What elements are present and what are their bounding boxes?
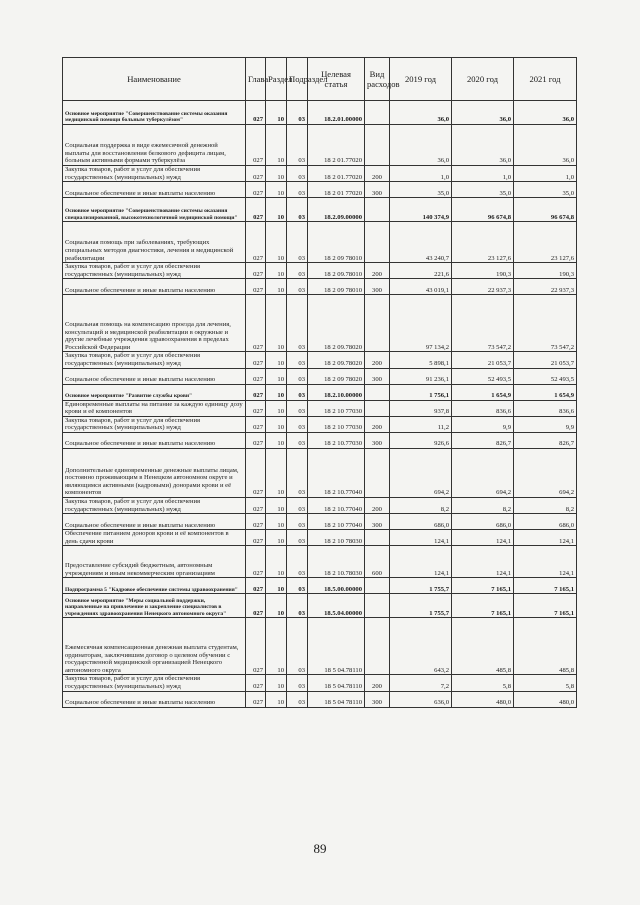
table-cell-razdel: 10	[266, 675, 287, 691]
table-cell-vid: 300	[365, 432, 390, 448]
table-cell-2021: 22 937,3	[514, 279, 577, 295]
table-cell-2021: 124,1	[514, 530, 577, 546]
table-cell-glava: 027	[246, 578, 266, 594]
header-razdel: Раздел	[266, 58, 287, 101]
table-cell-vid: 200	[365, 352, 390, 368]
table-row	[63, 352, 577, 368]
table-cell-2020: 124,1	[452, 530, 514, 546]
table-cell-razdel: 10	[266, 125, 287, 166]
table-cell-name: Основное мероприятие "Совершенствование системы оказания медицинской помощи больным туберкулёзом"	[63, 101, 246, 125]
header-glava: Глава	[246, 58, 266, 101]
table-cell-2020: 124,1	[452, 546, 514, 578]
table-cell-2020: 36,0	[452, 101, 514, 125]
header-name: Наименование	[63, 58, 246, 101]
table-cell-glava: 027	[246, 384, 266, 400]
table-cell-2021: 1,0	[514, 166, 577, 182]
table-cell-podrazdel: 03	[287, 578, 308, 594]
table-cell-razdel: 10	[266, 101, 287, 125]
table-cell-razdel: 10	[266, 530, 287, 546]
table-cell-2021: 485,8	[514, 618, 577, 675]
table-cell-glava: 027	[246, 497, 266, 513]
table-cell-target: 18 2 10.77040	[308, 497, 365, 513]
table-cell-target: 18 2 09.78020	[308, 352, 365, 368]
table-cell-name: Закупка товаров, работ и услуг для обеспечения государственных (муниципальных) нужд	[63, 416, 246, 432]
table-cell-name: Социальное обеспечение и иные выплаты населению	[63, 514, 246, 530]
table-cell-podrazdel: 03	[287, 295, 308, 352]
table-cell-name: Закупка товаров, работ и услуг для обеспечения государственных (муниципальных) нужд	[63, 497, 246, 513]
table-cell-glava: 027	[246, 222, 266, 263]
table-cell-2021: 124,1	[514, 546, 577, 578]
table-cell-2019: 43 019,1	[390, 279, 452, 295]
table-cell-2021: 5,8	[514, 675, 577, 691]
table-cell-target: 18 2 10 77030	[308, 416, 365, 432]
table-cell-podrazdel: 03	[287, 263, 308, 279]
table-cell-vid	[365, 198, 390, 222]
table-cell-target: 18 5 04.78110	[308, 675, 365, 691]
table-cell-2019: 1 755,7	[390, 578, 452, 594]
table-cell-podrazdel: 03	[287, 530, 308, 546]
table-cell-vid: 600	[365, 546, 390, 578]
table-cell-glava: 027	[246, 166, 266, 182]
table-cell-glava: 027	[246, 279, 266, 295]
table-cell-2020: 686,0	[452, 514, 514, 530]
table-cell-2021: 686,0	[514, 514, 577, 530]
table-cell-2019: 8,2	[390, 497, 452, 513]
table-cell-vid	[365, 618, 390, 675]
table-cell-2020: 7 165,1	[452, 594, 514, 618]
table-cell-name: Предоставление субсидий бюджетным, автономным учреждениям и иным некоммерческим организациям	[63, 546, 246, 578]
table-cell-vid	[365, 578, 390, 594]
table-cell-2019: 140 374,9	[390, 198, 452, 222]
table-cell-vid: 300	[365, 691, 390, 707]
table-cell-2020: 1,0	[452, 166, 514, 182]
table-cell-razdel: 10	[266, 416, 287, 432]
table-cell-razdel: 10	[266, 497, 287, 513]
table-cell-podrazdel: 03	[287, 222, 308, 263]
table-cell-razdel: 10	[266, 432, 287, 448]
table-cell-name: Закупка товаров, работ и услуг для обеспечения государственных (муниципальных) нужд	[63, 675, 246, 691]
table-cell-glava: 027	[246, 691, 266, 707]
table-cell-2021: 1 654,9	[514, 384, 577, 400]
table-cell-vid	[365, 530, 390, 546]
table-cell-glava: 027	[246, 182, 266, 198]
table-cell-2020: 35,0	[452, 182, 514, 198]
table-cell-podrazdel: 03	[287, 166, 308, 182]
table-cell-glava: 027	[246, 295, 266, 352]
table-cell-target: 18 2 01.77020	[308, 125, 365, 166]
table-cell-podrazdel: 03	[287, 432, 308, 448]
table-cell-2019: 124,1	[390, 530, 452, 546]
table-cell-razdel: 10	[266, 279, 287, 295]
table-cell-name: Социальное обеспечение и иные выплаты населению	[63, 368, 246, 384]
table-cell-podrazdel: 03	[287, 675, 308, 691]
table-cell-razdel: 10	[266, 263, 287, 279]
table-cell-glava: 027	[246, 432, 266, 448]
header-target: Целевая статья	[308, 58, 365, 101]
table-cell-2019: 643,2	[390, 618, 452, 675]
table-cell-razdel: 10	[266, 594, 287, 618]
table-row	[63, 530, 577, 546]
table-cell-glava: 027	[246, 448, 266, 497]
table-cell-2019: 5 898,1	[390, 352, 452, 368]
table-cell-podrazdel: 03	[287, 497, 308, 513]
table-cell-vid: 200	[365, 416, 390, 432]
table-cell-podrazdel: 03	[287, 182, 308, 198]
table-cell-2020: 5,8	[452, 675, 514, 691]
table-cell-2020: 96 674,8	[452, 198, 514, 222]
table-cell-name: Основное мероприятие "Совершенствование системы оказания специализированной, высокотехнологичной медицинской помощи"	[63, 198, 246, 222]
table-cell-vid	[365, 400, 390, 416]
table-cell-razdel: 10	[266, 368, 287, 384]
table-cell-podrazdel: 03	[287, 546, 308, 578]
table-cell-razdel: 10	[266, 295, 287, 352]
table-cell-glava: 027	[246, 125, 266, 166]
table-cell-2021: 7 165,1	[514, 578, 577, 594]
table-cell-glava: 027	[246, 530, 266, 546]
table-cell-podrazdel: 03	[287, 101, 308, 125]
table-cell-target: 18 2 09 78010	[308, 222, 365, 263]
table-cell-2020: 836,6	[452, 400, 514, 416]
table-cell-2020: 7 165,1	[452, 578, 514, 594]
table-cell-razdel: 10	[266, 618, 287, 675]
table-row	[63, 101, 577, 125]
table-cell-target: 18.2.01.00000	[308, 101, 365, 125]
table-cell-2021: 826,7	[514, 432, 577, 448]
table-row	[63, 295, 577, 352]
table-cell-2021: 21 053,7	[514, 352, 577, 368]
table-cell-2019: 1 756,1	[390, 384, 452, 400]
table-row	[63, 222, 577, 263]
table-cell-2021: 8,2	[514, 497, 577, 513]
table-cell-vid: 200	[365, 675, 390, 691]
table-cell-2019: 43 240,7	[390, 222, 452, 263]
table-cell-2019: 937,8	[390, 400, 452, 416]
table-cell-vid	[365, 384, 390, 400]
table-row	[63, 198, 577, 222]
table-cell-name: Социальное обеспечение и иные выплаты населению	[63, 279, 246, 295]
table-cell-target: 18 2 10.77030	[308, 432, 365, 448]
table-cell-razdel: 10	[266, 400, 287, 416]
table-cell-vid: 200	[365, 166, 390, 182]
table-cell-2020: 52 493,5	[452, 368, 514, 384]
table-cell-name: Основное мероприятие "Меры социальной поддержки, направленные на привлечение и закрепление специалистов в учреждениях здравоохранения Ненецкого автономного округа"	[63, 594, 246, 618]
table-cell-target: 18 2 01.77020	[308, 166, 365, 182]
table-cell-target: 18 2 10.77040	[308, 448, 365, 497]
table-cell-razdel: 10	[266, 448, 287, 497]
table-cell-2021: 694,2	[514, 448, 577, 497]
table-cell-name: Закупка товаров, работ и услуг для обеспечения государственных (муниципальных) нужд	[63, 263, 246, 279]
table-cell-target: 18 2 09.78010	[308, 263, 365, 279]
table-row	[63, 384, 577, 400]
table-cell-vid	[365, 594, 390, 618]
table-cell-2019: 1 755,7	[390, 594, 452, 618]
table-cell-2020: 21 053,7	[452, 352, 514, 368]
page-number: 89	[313, 841, 327, 856]
table-cell-glava: 027	[246, 101, 266, 125]
header-2020: 2020 год	[452, 58, 514, 101]
table-cell-vid: 300	[365, 182, 390, 198]
table-cell-podrazdel: 03	[287, 198, 308, 222]
table-cell-podrazdel: 03	[287, 594, 308, 618]
table-cell-glava: 027	[246, 198, 266, 222]
table-cell-2019: 926,6	[390, 432, 452, 448]
header-2021: 2021 год	[514, 58, 577, 101]
table-row	[63, 448, 577, 497]
table-cell-2019: 694,2	[390, 448, 452, 497]
table-cell-podrazdel: 03	[287, 384, 308, 400]
table-cell-vid: 200	[365, 263, 390, 279]
table-cell-target: 18 2 09 78020	[308, 368, 365, 384]
table-row	[63, 182, 577, 198]
table-cell-2020: 694,2	[452, 448, 514, 497]
table-cell-glava: 027	[246, 514, 266, 530]
table-cell-2021: 36,0	[514, 101, 577, 125]
table-cell-2021: 52 493,5	[514, 368, 577, 384]
table-cell-target: 18 2 10.78030	[308, 546, 365, 578]
table-row	[63, 691, 577, 707]
table-cell-podrazdel: 03	[287, 279, 308, 295]
table-cell-name: Единовременные выплаты на питание за каждую единицу дозу крови и её компонентов	[63, 400, 246, 416]
table-cell-razdel: 10	[266, 546, 287, 578]
budget-table	[62, 57, 577, 708]
table-row	[63, 166, 577, 182]
table-cell-name: Социальная помощь при заболеваниях, требующих специальных методов диагностики, лечения и медицинской реабилитации	[63, 222, 246, 263]
header-2019: 2019 год	[390, 58, 452, 101]
table-cell-2019: 686,0	[390, 514, 452, 530]
table-cell-2019: 124,1	[390, 546, 452, 578]
table-cell-podrazdel: 03	[287, 416, 308, 432]
table-cell-target: 18.5.00.00000	[308, 578, 365, 594]
table-cell-2019: 36,0	[390, 101, 452, 125]
table-row	[63, 675, 577, 691]
table-cell-razdel: 10	[266, 222, 287, 263]
table-cell-name: Социальное обеспечение и иные выплаты населению	[63, 691, 246, 707]
table-cell-target: 18 2 10 78030	[308, 530, 365, 546]
table-cell-glava: 027	[246, 263, 266, 279]
table-cell-2020: 480,0	[452, 691, 514, 707]
table-cell-2020: 36,0	[452, 125, 514, 166]
table-cell-name: Ежемесячная компенсационная денежная выплата студентам, ординаторам, заключившим договор о целевом обучении с государственной медицинской организацией Ненецкого автономного округа	[63, 618, 246, 675]
table-cell-name: Дополнительные единовременные денежные выплаты лицам, постоянно проживающим в Ненецком автономном округе и являющимся активными (кадровыми) донорами крови и её компонентов	[63, 448, 246, 497]
table-cell-vid	[365, 448, 390, 497]
table-cell-razdel: 10	[266, 384, 287, 400]
table-row	[63, 594, 577, 618]
table-cell-2020: 8,2	[452, 497, 514, 513]
table-cell-name: Социальное обеспечение и иные выплаты населению	[63, 432, 246, 448]
table-cell-name: Закупка товаров, работ и услуг для обеспечения государственных (муниципальных) нужд	[63, 352, 246, 368]
table-cell-name: Основное мероприятие "Развитие службы крови"	[63, 384, 246, 400]
table-row	[63, 125, 577, 166]
table-cell-name: Подпрограмма 5 "Кадровое обеспечение системы здравоохранения"	[63, 578, 246, 594]
table-cell-podrazdel: 03	[287, 352, 308, 368]
table-row	[63, 546, 577, 578]
table-cell-podrazdel: 03	[287, 691, 308, 707]
table-cell-podrazdel: 03	[287, 514, 308, 530]
table-cell-2019: 221,6	[390, 263, 452, 279]
table-cell-glava: 027	[246, 675, 266, 691]
table-cell-name: Социальное обеспечение и иные выплаты населению	[63, 182, 246, 198]
table-cell-2021: 9,9	[514, 416, 577, 432]
table-cell-2019: 7,2	[390, 675, 452, 691]
table-cell-2019: 36,0	[390, 125, 452, 166]
table-cell-razdel: 10	[266, 352, 287, 368]
table-cell-2019: 636,0	[390, 691, 452, 707]
header-vid: Вид расходов	[365, 58, 390, 101]
table-cell-target: 18 5 04 78110	[308, 691, 365, 707]
table-cell-glava: 027	[246, 352, 266, 368]
table-row	[63, 279, 577, 295]
table-cell-target: 18.2.10.00000	[308, 384, 365, 400]
table-cell-podrazdel: 03	[287, 448, 308, 497]
table-cell-2021: 36,0	[514, 125, 577, 166]
table-cell-2019: 11,2	[390, 416, 452, 432]
table-cell-target: 18 5 04.78110	[308, 618, 365, 675]
table-cell-name: Социальная помощь на компенсацию проезда для лечения, консультаций и медицинской реабилитации в окружные и другие лечебные учреждения здравоохранения в пределах Российской Федерации	[63, 295, 246, 352]
table-cell-target: 18.5.04.00000	[308, 594, 365, 618]
header-podrazdel: Подраздел	[287, 58, 308, 101]
table-row	[63, 368, 577, 384]
table-row	[63, 514, 577, 530]
table-cell-2021: 836,6	[514, 400, 577, 416]
table-cell-2020: 485,8	[452, 618, 514, 675]
table-cell-vid	[365, 101, 390, 125]
table-cell-name: Социальная поддержка в виде ежемесячной денежной выплаты для восстановления белкового дефицита лицам, больным активными формами туберкулёза	[63, 125, 246, 166]
table-row	[63, 578, 577, 594]
table-cell-2021: 190,3	[514, 263, 577, 279]
table-row	[63, 416, 577, 432]
table-row	[63, 497, 577, 513]
table-cell-podrazdel: 03	[287, 125, 308, 166]
table-cell-razdel: 10	[266, 578, 287, 594]
table-cell-vid: 300	[365, 279, 390, 295]
table-cell-name: Закупка товаров, работ и услуг для обеспечения государственных (муниципальных) нужд	[63, 166, 246, 182]
table-cell-target: 18 2 10 77040	[308, 514, 365, 530]
table-cell-glava: 027	[246, 368, 266, 384]
table-cell-2020: 1 654,9	[452, 384, 514, 400]
table-cell-vid: 300	[365, 368, 390, 384]
table-cell-2019: 1,0	[390, 166, 452, 182]
table-cell-glava: 027	[246, 400, 266, 416]
table-cell-2020: 190,3	[452, 263, 514, 279]
table-cell-razdel: 10	[266, 691, 287, 707]
table-cell-2020: 9,9	[452, 416, 514, 432]
table-cell-glava: 027	[246, 546, 266, 578]
table-cell-podrazdel: 03	[287, 368, 308, 384]
table-cell-2021: 480,0	[514, 691, 577, 707]
table-header-row	[63, 58, 577, 101]
table-cell-2021: 96 674,8	[514, 198, 577, 222]
table-cell-glava: 027	[246, 618, 266, 675]
table-cell-2021: 35,0	[514, 182, 577, 198]
table-row	[63, 263, 577, 279]
table-cell-vid	[365, 222, 390, 263]
table-cell-2019: 91 236,1	[390, 368, 452, 384]
table-cell-razdel: 10	[266, 198, 287, 222]
table-cell-2021: 23 127,6	[514, 222, 577, 263]
table-cell-vid	[365, 125, 390, 166]
table-cell-target: 18 2 01 77020	[308, 182, 365, 198]
table-cell-glava: 027	[246, 594, 266, 618]
table-cell-podrazdel: 03	[287, 618, 308, 675]
table-cell-razdel: 10	[266, 514, 287, 530]
table-cell-name: Обеспечение питанием доноров крови и её компонентов в день сдачи крови	[63, 530, 246, 546]
table-cell-glava: 027	[246, 416, 266, 432]
table-cell-vid: 200	[365, 497, 390, 513]
table-cell-2020: 73 547,2	[452, 295, 514, 352]
table-cell-target: 18 2 09 78010	[308, 279, 365, 295]
table-row	[63, 400, 577, 416]
table-cell-vid: 300	[365, 514, 390, 530]
table-cell-2021: 7 165,1	[514, 594, 577, 618]
table-cell-2020: 23 127,6	[452, 222, 514, 263]
table-cell-2020: 22 937,3	[452, 279, 514, 295]
table-cell-2019: 35,0	[390, 182, 452, 198]
table-cell-razdel: 10	[266, 166, 287, 182]
table-cell-2021: 73 547,2	[514, 295, 577, 352]
table-cell-2020: 826,7	[452, 432, 514, 448]
table-row	[63, 432, 577, 448]
table-cell-podrazdel: 03	[287, 400, 308, 416]
table-cell-target: 18.2.09.00000	[308, 198, 365, 222]
table-cell-vid	[365, 295, 390, 352]
table-cell-2019: 97 134,2	[390, 295, 452, 352]
table-cell-target: 18 2 09.78020	[308, 295, 365, 352]
table-cell-razdel: 10	[266, 182, 287, 198]
table-cell-target: 18 2 10 77030	[308, 400, 365, 416]
table-row	[63, 618, 577, 675]
